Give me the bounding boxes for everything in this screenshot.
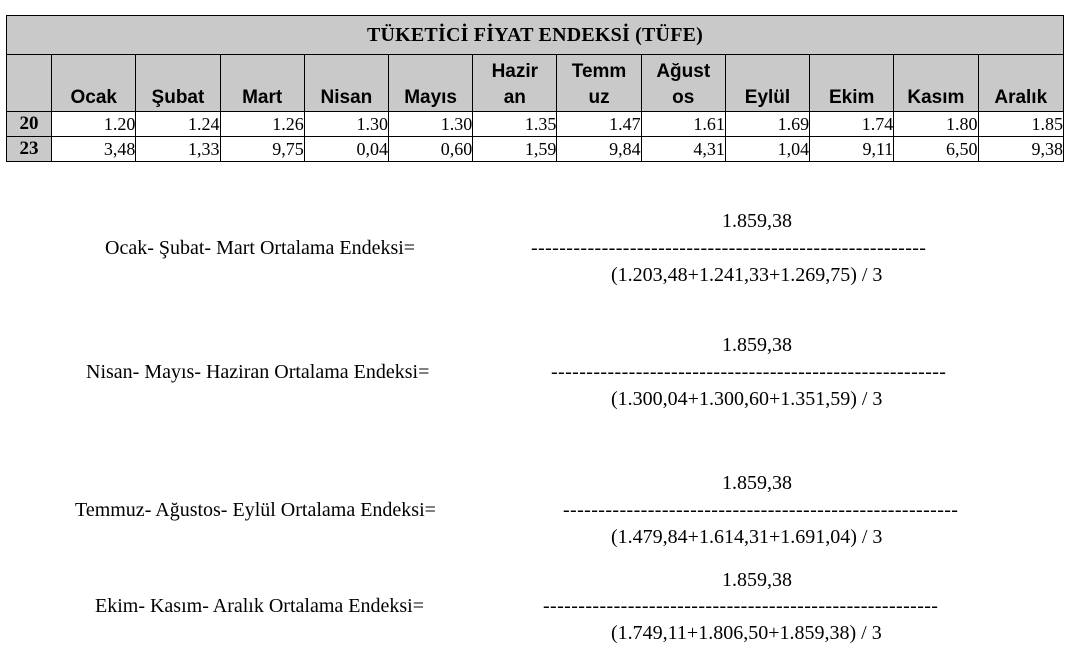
- month-header: Kasım: [894, 55, 978, 112]
- fraction-bar: --------------------------------------------------------: [551, 361, 947, 383]
- formula-denominator: (1.749,11+1.806,50+1.859,38) / 3: [611, 622, 882, 644]
- year-cell: 20: [7, 112, 52, 137]
- value-cell: 1.80: [894, 112, 978, 137]
- fraction-bar: --------------------------------------------------------: [531, 237, 927, 259]
- formula-numerator: 1.859,38: [722, 334, 792, 356]
- formula-numerator: 1.859,38: [722, 569, 792, 591]
- month-header: Eylül: [725, 55, 809, 112]
- formula-label: Ocak- Şubat- Mart Ortalama Endeksi=: [105, 237, 416, 259]
- formula-numerator: 1.859,38: [722, 472, 792, 494]
- month-header: Temm uz: [557, 55, 641, 112]
- value-cell: 1.69: [725, 112, 809, 137]
- value-cell: 1.30: [388, 112, 472, 137]
- month-header-row: [7, 55, 1064, 112]
- value-cell: 9,84: [557, 137, 641, 162]
- month-header: Şubat: [136, 55, 220, 112]
- value-cell: 1.85: [978, 112, 1063, 137]
- value-cell: 1,59: [473, 137, 557, 162]
- value-cell: 1.47: [557, 112, 641, 137]
- value-cell: 1.20: [52, 112, 136, 137]
- value-cell: 1,04: [725, 137, 809, 162]
- formula-denominator: (1.203,48+1.241,33+1.269,75) / 3: [611, 264, 883, 286]
- table-row: [7, 137, 1064, 162]
- month-header: Hazir an: [473, 55, 557, 112]
- month-header: Mart: [220, 55, 304, 112]
- table-row: [7, 112, 1064, 137]
- value-cell: 3,48: [52, 137, 136, 162]
- formula-denominator: (1.479,84+1.614,31+1.691,04) / 3: [611, 526, 883, 548]
- value-cell: 9,11: [810, 137, 894, 162]
- value-cell: 1.61: [641, 112, 725, 137]
- formula-label: Temmuz- Ağustos- Eylül Ortalama Endeksi=: [75, 499, 436, 521]
- value-cell: 1.30: [304, 112, 388, 137]
- table-title: TÜKETİCİ FİYAT ENDEKSİ (TÜFE): [7, 16, 1064, 55]
- month-header: Ekim: [810, 55, 894, 112]
- value-cell: 4,31: [641, 137, 725, 162]
- cpi-table: [6, 15, 1064, 162]
- value-cell: 1,33: [136, 137, 220, 162]
- fraction-bar: --------------------------------------------------------: [543, 595, 939, 617]
- value-cell: 0,04: [304, 137, 388, 162]
- fraction-bar: --------------------------------------------------------: [563, 499, 959, 521]
- month-header: Mayıs: [388, 55, 472, 112]
- value-cell: 1.24: [136, 112, 220, 137]
- value-cell: 1.35: [473, 112, 557, 137]
- value-cell: 6,50: [894, 137, 978, 162]
- month-header: Nisan: [304, 55, 388, 112]
- month-header: Aralık: [978, 55, 1063, 112]
- year-cell: 23: [7, 137, 52, 162]
- formula-denominator: (1.300,04+1.300,60+1.351,59) / 3: [611, 388, 883, 410]
- month-header: Ağust os: [641, 55, 725, 112]
- formula-label: Nisan- Mayıs- Haziran Ortalama Endeksi=: [86, 361, 430, 383]
- formula-numerator: 1.859,38: [722, 210, 792, 232]
- value-cell: 9,75: [220, 137, 304, 162]
- corner-cell: [7, 55, 52, 112]
- value-cell: 1.26: [220, 112, 304, 137]
- value-cell: 9,38: [978, 137, 1063, 162]
- value-cell: 1.74: [810, 112, 894, 137]
- value-cell: 0,60: [388, 137, 472, 162]
- month-header: Ocak: [52, 55, 136, 112]
- formula-label: Ekim- Kasım- Aralık Ortalama Endeksi=: [95, 595, 424, 617]
